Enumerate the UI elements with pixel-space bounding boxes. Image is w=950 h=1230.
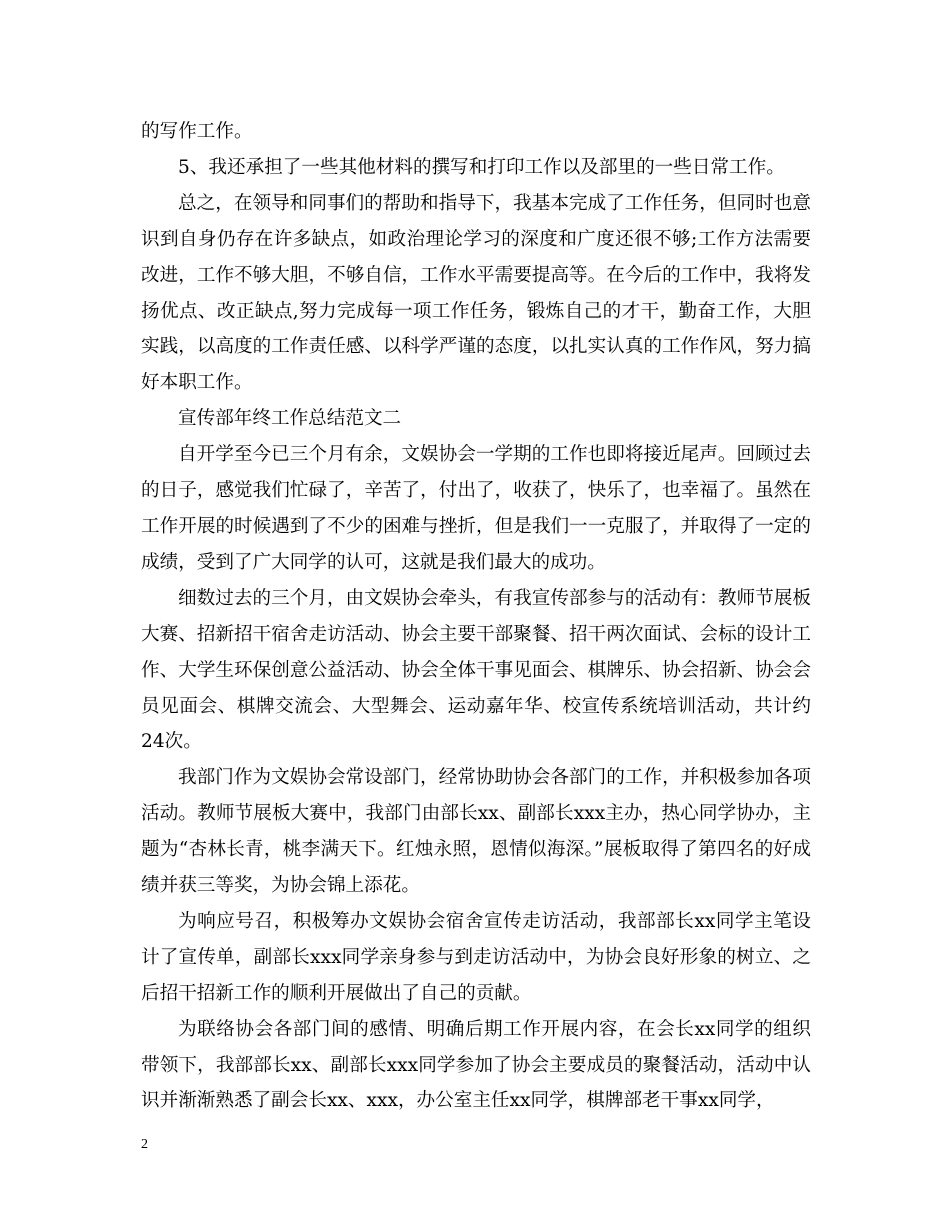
paragraph-8: 为响应号召，积极筹办文娱协会宿舍宣传走访活动，我部部长xx同学主笔设计了宣传单，副部长xxx同学亲身参与到走访活动中，为协会良好形象的树立、之后招干招新工作的顺利开展做出了自己的贡献。 (141, 910, 811, 1004)
paragraph-3: 总之，在领导和同事们的帮助和指导下，我基本完成了工作任务，但同时也意识到自身仍存在许多缺点，如政治理论学习的深度和广度还很不够;工作方法需要改进，工作不够大胆，不够自信，工作水平需要提高等。在今后的工作中，我将发扬优点、改正缺点,努力完成每一项工作任务，锻炼自己的才干，勤奋工作，大胆实践，以高度的工作责任感、以科学严谨的态度，以扎实认真的工作作风，努力搞好本职工作。 (141, 192, 811, 394)
paragraph-7: 我部门作为文娱协会常设部门，经常协助协会各部门的工作，并积极参加各项活动。教师节展板大赛中，我部门由部长xx、副部长xxx主办，热心同学协办，主题为“杏林长青，桃李满天下。红烛永照，恩情似海深。”展板取得了第四名的好成绩并获三等奖，为协会锦上添花。 (141, 767, 811, 897)
paragraph-6: 细数过去的三个月，由文娱协会牵头，有我宣传部参与的活动有：教师节展板大赛、招新招干宿舍走访活动、协会主要干部聚餐、招干两次面试、会标的设计工作、大学生环保创意公益活动、协会全体干事见面会、棋牌乐、协会招新、协会会员见面会、棋牌交流会、大型舞会、运动嘉年华、校宣传系统培训活动，共计约24次。 (141, 587, 811, 753)
section-heading: 宣传部年终工作总结范文二 (178, 408, 402, 430)
document-body (141, 114, 811, 1119)
paragraph-1: 的写作工作。 (141, 121, 253, 142)
paragraph-9: 为联络协会各部门间的感情、明确后期工作开展内容，在会长xx同学的组织带领下，我部部长xx、副部长xxx同学参加了协会主要成员的聚餐活动，活动中认识并渐渐熟悉了副会长xx、xxx，办公室主任xx同学，棋牌部老干事xx同学， (141, 1018, 811, 1112)
page-number: 2 (141, 1137, 148, 1152)
paragraph-2: 5、我还承担了一些其他材料的撰写和打印工作以及部里的一些日常工作。 (178, 156, 785, 178)
paragraph-5: 自开学至今已三个月有余，文娱协会一学期的工作也即将接近尾声。回顾过去的日子，感觉我们忙碌了，辛苦了，付出了，收获了，快乐了，也幸福了。虽然在工作开展的时候遇到了不少的困难与挫折，但是我们一一克服了，并取得了一定的成绩，受到了广大同学的认可，这就是我们最大的成功。 (141, 444, 811, 573)
